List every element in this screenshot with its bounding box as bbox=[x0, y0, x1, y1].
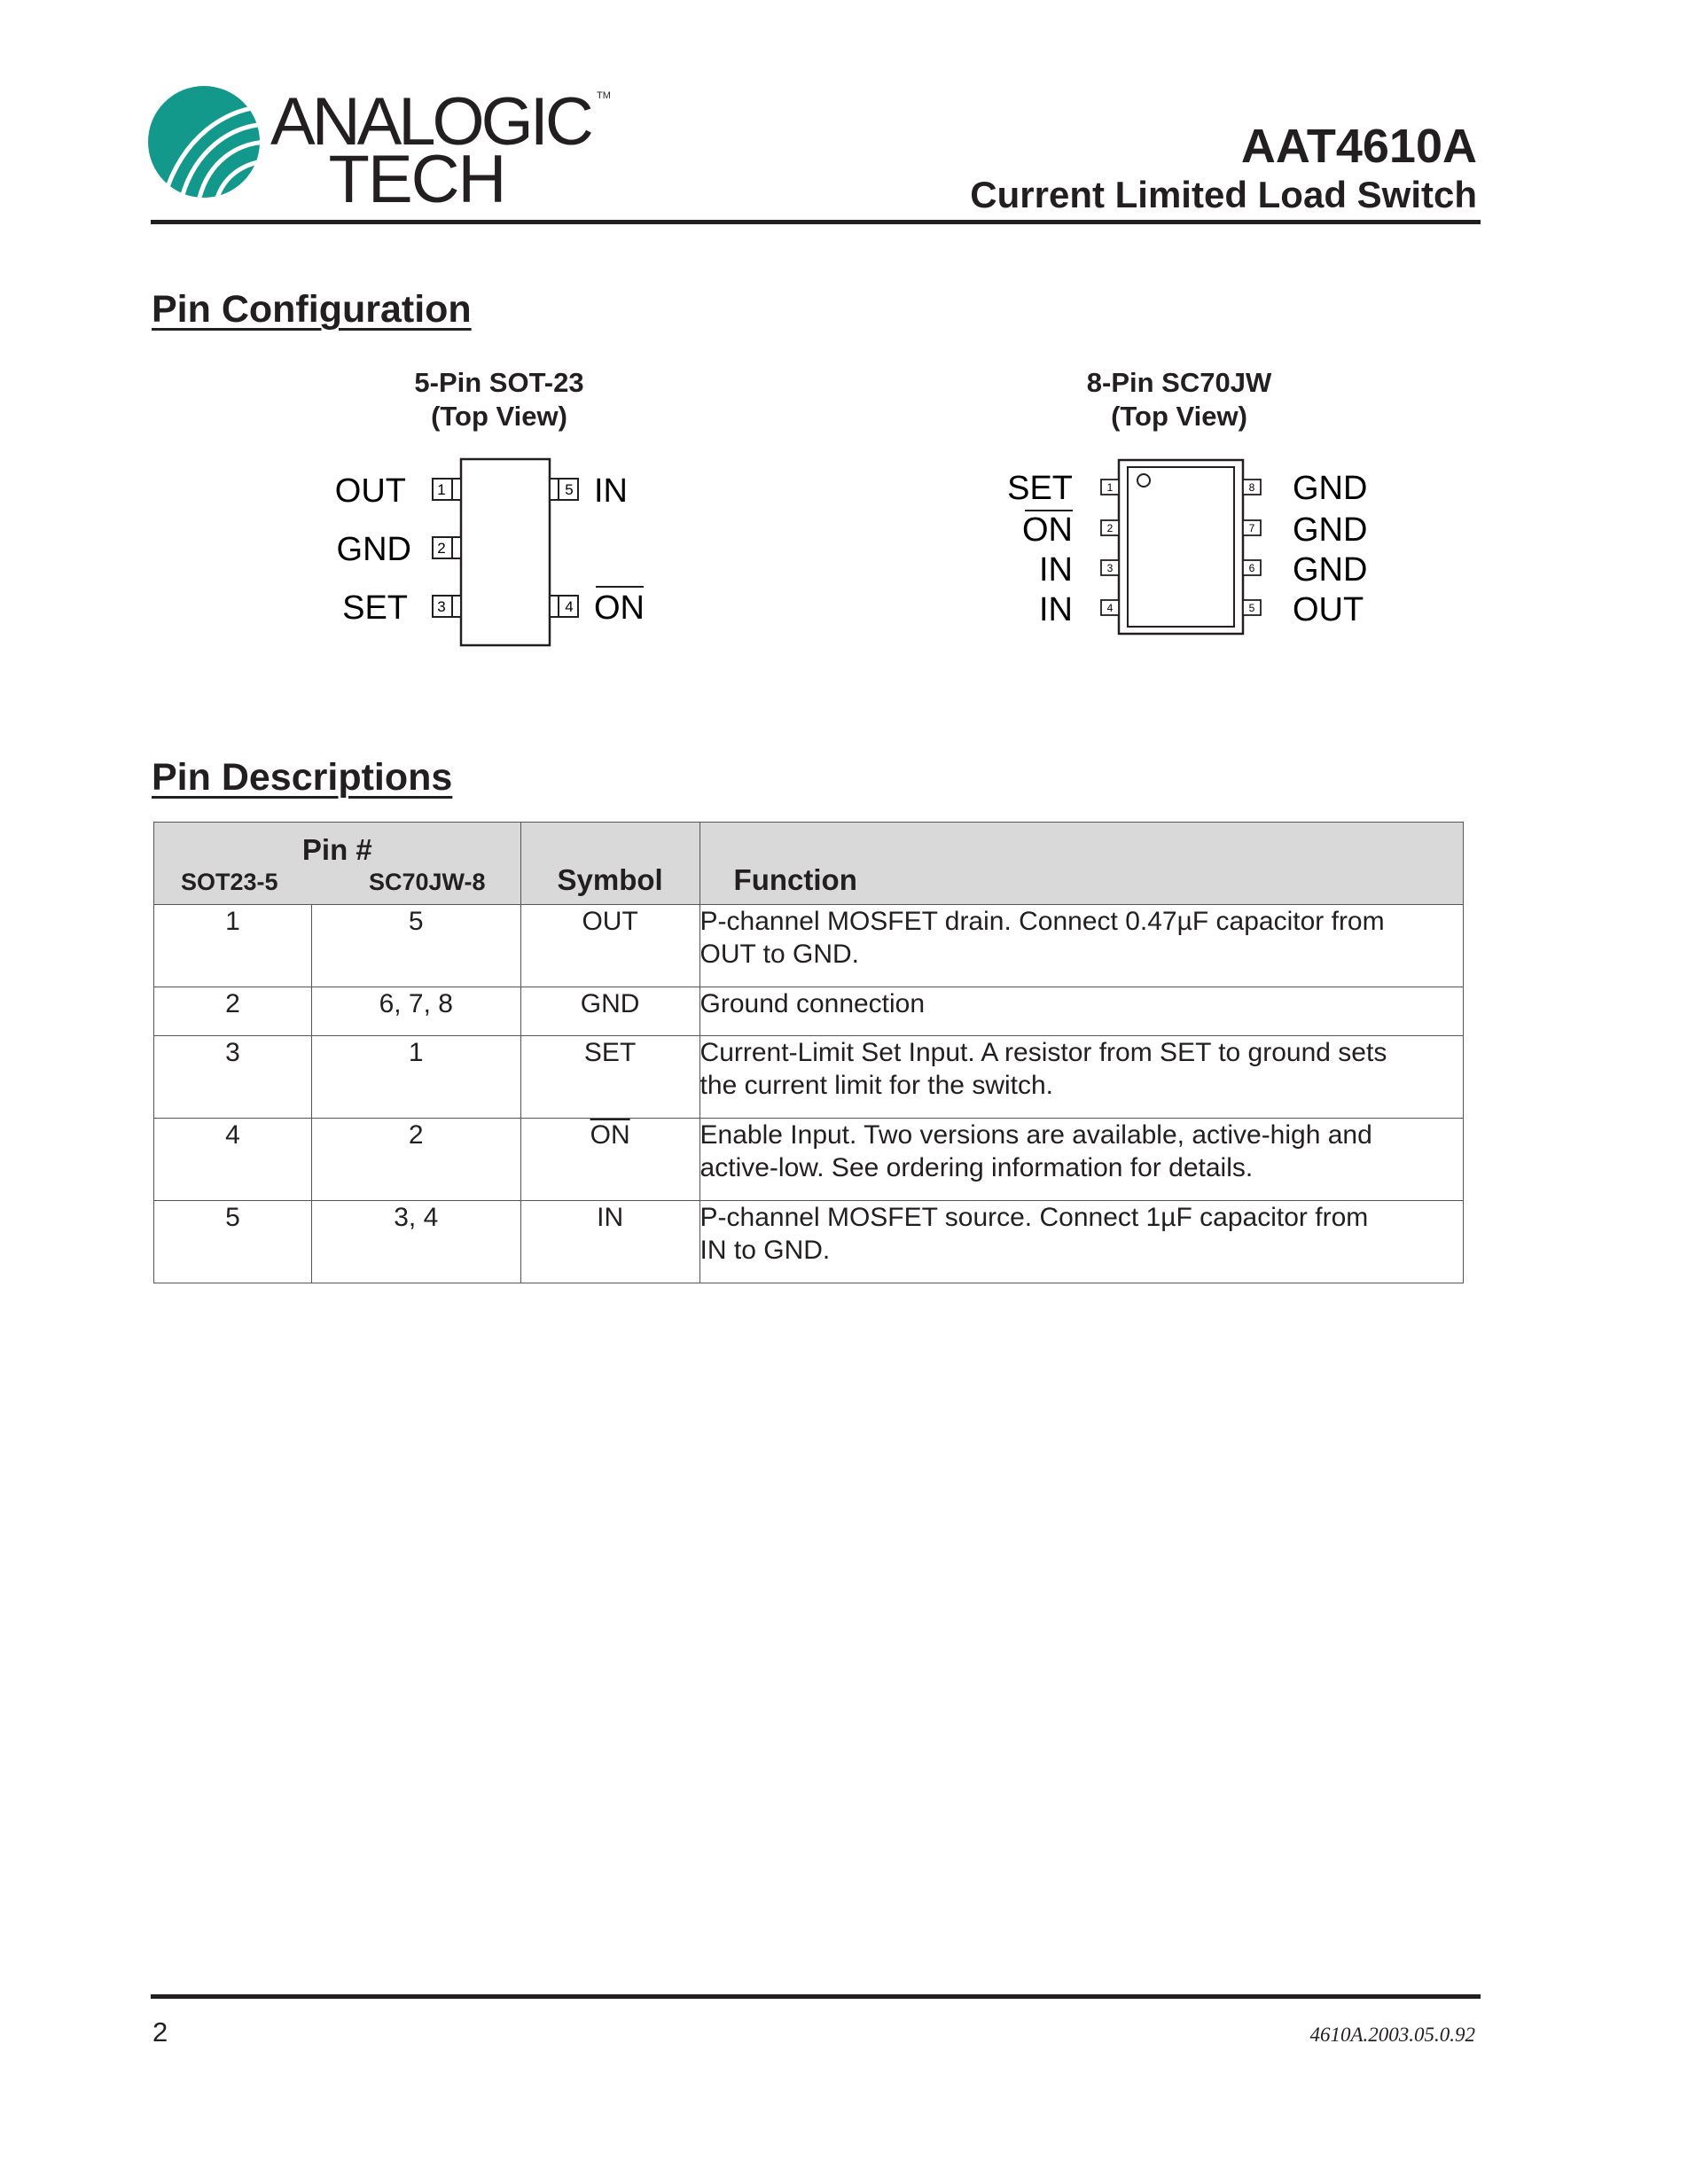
sc70-pin-4-num: 4 bbox=[1106, 602, 1114, 614]
pin-descriptions-table bbox=[153, 822, 1464, 1283]
pin-group-header: Pin # bbox=[301, 833, 372, 866]
sc70-label-gnd-7: GND bbox=[1293, 511, 1368, 549]
sot23-package-diagram bbox=[319, 443, 692, 656]
row-3-function-line1: Current-Limit Set Input. A resistor from SET to ground sets bbox=[699, 1038, 1387, 1067]
row-5-sc70: 3, 4 bbox=[311, 1201, 520, 1283]
page-number: 2 bbox=[152, 2016, 168, 2048]
table-row bbox=[154, 905, 1464, 987]
table-row bbox=[154, 987, 1464, 1036]
sc70-label-gnd-6: GND bbox=[1293, 551, 1368, 589]
sc70-package-diagram bbox=[993, 443, 1401, 656]
sot23-label-in: IN bbox=[594, 472, 628, 510]
sc70-label-gnd-8: GND bbox=[1293, 470, 1368, 507]
row-5-function-line2: IN to GND. bbox=[699, 1236, 831, 1265]
sot23-title-line2: (Top View) bbox=[431, 401, 567, 432]
sot23-label-set: SET bbox=[342, 589, 408, 627]
sot23-body bbox=[461, 459, 550, 645]
sot23-pin-1 bbox=[433, 479, 461, 500]
sot23-pin-3-num: 3 bbox=[437, 598, 446, 615]
table-header-row bbox=[154, 823, 1464, 905]
row-3-symbol: SET bbox=[520, 1036, 699, 1119]
sot23-title-line1: 5-Pin SOT-23 bbox=[414, 367, 584, 398]
analogictech-logo bbox=[146, 84, 616, 208]
row-2-symbol: GND bbox=[520, 987, 699, 1036]
document-subtitle: Current Limited Load Switch bbox=[970, 174, 1477, 215]
row-3-sc70: 1 bbox=[311, 1036, 520, 1119]
sc70-pin-8-num: 8 bbox=[1248, 481, 1255, 494]
pin-number-header bbox=[154, 823, 521, 905]
row-5-function bbox=[699, 1201, 1463, 1283]
row-2-sc70: 6, 7, 8 bbox=[311, 987, 520, 1036]
logo-mark-icon bbox=[146, 84, 616, 208]
sc70-body-outer bbox=[1119, 460, 1243, 634]
row-4-sc70: 2 bbox=[311, 1119, 520, 1201]
sc70-pin-3-num: 3 bbox=[1106, 562, 1114, 574]
sc70-label-in-3: IN bbox=[1039, 551, 1073, 589]
sot23-label-out: OUT bbox=[334, 472, 406, 510]
row-5-sot23: 5 bbox=[154, 1201, 312, 1283]
row-1-sc70: 5 bbox=[311, 905, 520, 987]
row-1-function-line1: P-channel MOSFET drain. Connect 0.47µF capacitor from bbox=[699, 907, 1385, 936]
sc70-pin-1-num: 1 bbox=[1106, 481, 1114, 494]
sc70-pin-5 bbox=[1243, 600, 1261, 615]
row-1-symbol: OUT bbox=[520, 905, 699, 987]
row-1-function-line2: OUT to GND. bbox=[699, 940, 860, 969]
logo-text-tech: TECH bbox=[328, 142, 505, 208]
row-1-sot23: 1 bbox=[154, 905, 312, 987]
row-3-function-line2: the current limit for the switch. bbox=[699, 1071, 1054, 1100]
sc70-label-out: OUT bbox=[1293, 591, 1364, 628]
sot23-pin-2-num: 2 bbox=[437, 540, 446, 557]
sc70-pin-4 bbox=[1101, 600, 1119, 615]
sot23-pin-4 bbox=[550, 596, 578, 617]
sc70-pin-2 bbox=[1101, 520, 1119, 535]
row-4-sot23: 4 bbox=[154, 1119, 312, 1201]
sot23-pin-1-num: 1 bbox=[437, 481, 446, 498]
symbol-header-label: Symbol bbox=[557, 863, 663, 896]
sc70-pin-6-num: 6 bbox=[1248, 562, 1255, 574]
sc70-pin-7-num: 7 bbox=[1248, 522, 1255, 534]
document-code: 4610A.2003.05.0.92 bbox=[1309, 2024, 1475, 2046]
sot23-pin-4-num: 4 bbox=[565, 598, 574, 615]
row-5-symbol: IN bbox=[520, 1201, 699, 1283]
symbol-header bbox=[520, 823, 699, 905]
sc70-package-title bbox=[1002, 366, 1356, 433]
function-header bbox=[699, 823, 1463, 905]
sot23-pin-2 bbox=[433, 537, 461, 558]
sc70-pin-5-num: 5 bbox=[1248, 602, 1255, 614]
sc70-title-line1: 8-Pin SC70JW bbox=[1086, 367, 1272, 398]
part-number: AAT4610A bbox=[1240, 120, 1477, 173]
row-4-function-line1: Enable Input. Two versions are available, active-high and bbox=[699, 1120, 1372, 1150]
sot23-package-title bbox=[322, 366, 676, 433]
sc70-label-in-4: IN bbox=[1039, 591, 1073, 628]
row-4-symbol bbox=[520, 1119, 699, 1201]
sc70-title-line2: (Top View) bbox=[1111, 401, 1247, 432]
row-3-sot23: 3 bbox=[154, 1036, 312, 1119]
row-4-function bbox=[699, 1119, 1463, 1201]
sc70-label-on: ON bbox=[1022, 511, 1073, 549]
logo-trademark: TM bbox=[597, 90, 611, 101]
row-2-function bbox=[699, 987, 1463, 1036]
sc70-pin-2-num: 2 bbox=[1106, 522, 1114, 534]
function-header-label: Function bbox=[733, 863, 857, 896]
row-2-sot23: 2 bbox=[154, 987, 312, 1036]
row-1-function bbox=[699, 905, 1463, 987]
pin-descriptions-title: Pin Descriptions bbox=[152, 756, 453, 799]
sc70-column-header: SC70JW-8 bbox=[369, 869, 486, 895]
sot23-pin-3 bbox=[433, 596, 461, 617]
sc70-pin-1 bbox=[1101, 480, 1119, 495]
sc70-pin-3 bbox=[1101, 560, 1119, 575]
row-3-function bbox=[699, 1036, 1463, 1119]
sot23-label-gnd: GND bbox=[336, 531, 411, 568]
sot23-pin-5 bbox=[550, 479, 578, 500]
pin-configuration-title: Pin Configuration bbox=[152, 288, 472, 331]
sc70-pin-6 bbox=[1243, 560, 1261, 575]
row-2-function-line1: Ground connection bbox=[699, 989, 926, 1018]
row-4-symbol-on: $\overline{ON}$ bbox=[590, 1120, 630, 1150]
sc70-pin-7 bbox=[1243, 520, 1261, 535]
table-row bbox=[154, 1036, 1464, 1119]
sc70-label-set: SET bbox=[1007, 470, 1073, 507]
sot23-label-on: ON bbox=[594, 589, 645, 627]
row-4-function-line2: active-low. See ordering information for details. bbox=[699, 1153, 1254, 1182]
footer-rule bbox=[151, 1994, 1481, 1999]
row-5-function-line1: P-channel MOSFET source. Connect 1µF capacitor from bbox=[699, 1203, 1369, 1232]
sc70-pin-8 bbox=[1243, 480, 1261, 495]
sot23-pin-5-num: 5 bbox=[565, 481, 574, 498]
header-rule bbox=[151, 220, 1481, 224]
logo-text-analogic: ANALOGIC bbox=[270, 84, 590, 160]
table-row bbox=[154, 1119, 1464, 1201]
table-row bbox=[154, 1201, 1464, 1283]
sot23-column-header: SOT23-5 bbox=[181, 869, 278, 895]
